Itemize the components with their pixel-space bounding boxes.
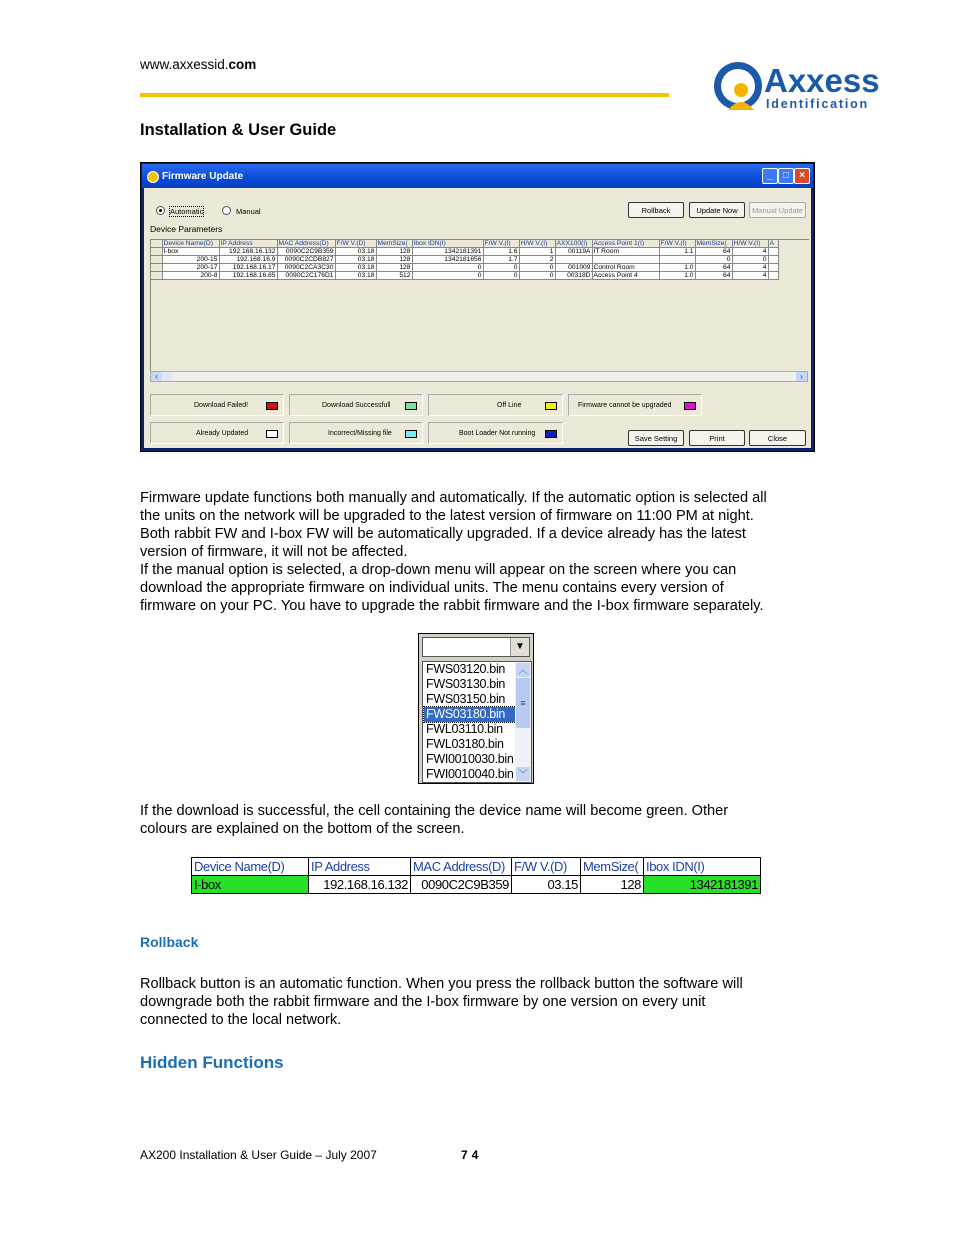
grid-cell[interactable]: 1342181656 — [412, 256, 483, 264]
grid-cell[interactable]: I-box — [162, 248, 219, 256]
header-url — [140, 57, 256, 72]
grid-cell[interactable]: Access Point 4 — [592, 272, 659, 280]
window-titlebar[interactable] — [142, 164, 813, 188]
grid-cell[interactable]: 03.18 — [335, 264, 376, 272]
grid-cell[interactable]: 1 — [519, 248, 555, 256]
radio-automatic-label: Automatic — [170, 207, 204, 216]
radio-automatic[interactable] — [156, 206, 203, 216]
legend-already-updated — [150, 422, 284, 444]
window-client — [144, 188, 811, 448]
legend-swatch — [545, 430, 557, 438]
text-line: If the manual option is selected, a drop-down menu will appear on the screen where you can — [140, 562, 737, 578]
table-header-row — [192, 858, 761, 876]
grid-cell[interactable]: 64 — [695, 248, 732, 256]
grid-cell[interactable]: 1342181391 — [412, 248, 483, 256]
minimize-icon[interactable]: _ — [762, 168, 778, 184]
list-item-selected[interactable]: FWS03180.bin — [424, 707, 518, 722]
radio-automatic-dot[interactable] — [156, 206, 165, 215]
list-item[interactable]: FWL03180.bin — [426, 737, 504, 751]
grid-cell[interactable]: 2 — [519, 256, 555, 264]
firmware-update-window — [140, 162, 815, 452]
legend-swatch — [545, 402, 557, 410]
close-icon[interactable]: × — [794, 168, 810, 184]
legend-download-successful — [289, 394, 423, 416]
row-indicator — [151, 264, 162, 272]
scroll-left-icon[interactable]: ‹ — [151, 372, 162, 381]
table-cell: 128 — [581, 876, 644, 894]
grid-cell[interactable]: 128 — [376, 248, 412, 256]
grid-cell[interactable]: 1.7 — [483, 256, 519, 264]
axxess-logo — [712, 54, 892, 118]
grid-cell[interactable]: 0 — [483, 264, 519, 272]
grid-cell[interactable]: 192.168.16.132 — [219, 248, 277, 256]
firmware-list[interactable] — [422, 661, 532, 783]
horizontal-scrollbar[interactable] — [150, 371, 808, 382]
device-name-cell-green: I-box — [192, 876, 309, 894]
legend-cannot-upgrade — [568, 394, 702, 416]
paragraph-firmware-update — [140, 489, 820, 615]
list-item[interactable]: FWI0010040.bin — [426, 767, 514, 781]
grid-cell[interactable]: 0 — [519, 272, 555, 280]
grid-cell[interactable]: 200-8 — [162, 272, 219, 280]
scroll-thumb[interactable] — [162, 372, 172, 381]
table-row[interactable] — [151, 248, 778, 256]
maximize-icon[interactable]: □ — [778, 168, 794, 184]
grid-header-cell[interactable]: A — [768, 240, 778, 248]
logo-mark-icon — [712, 54, 892, 118]
text-line: version of firmware, it will not be affected. — [140, 544, 408, 560]
header-rule — [140, 93, 669, 97]
grid-cell[interactable]: 512 — [376, 272, 412, 280]
page-number: 74 — [461, 1148, 483, 1162]
grid-cell[interactable]: 0 — [483, 272, 519, 280]
grid-cell[interactable]: 0 — [732, 256, 768, 264]
header-cell: IP Address — [309, 858, 411, 876]
grid-cell[interactable]: 192.168.16.17 — [219, 264, 277, 272]
grid-cell[interactable]: 128 — [376, 256, 412, 264]
row-indicator — [151, 256, 162, 264]
app-icon — [147, 171, 159, 183]
firmware-dropdown — [418, 633, 534, 784]
legend-swatch — [266, 430, 278, 438]
grid-cell[interactable] — [659, 256, 695, 264]
table-cell: 0090C2C9B359 — [411, 876, 512, 894]
legend-swatch — [405, 402, 417, 410]
grid-cell[interactable]: 0 — [695, 256, 732, 264]
grid-cell[interactable]: 00119A — [555, 248, 592, 256]
rollback-button[interactable]: Rollback — [628, 202, 684, 218]
grid-cell[interactable]: 128 — [376, 264, 412, 272]
grid-header-cell[interactable]: F/W V.(I) — [659, 240, 695, 248]
grid-cell[interactable] — [768, 264, 778, 272]
list-item[interactable]: FWI0010030.bin — [426, 752, 514, 766]
text-line: firmware on your PC. You have to upgrade the rabbit firmware and the I-box firmware separately. — [140, 598, 764, 614]
grid-cell[interactable]: Control Room — [592, 264, 659, 272]
grid-cell[interactable]: 03.18 — [335, 248, 376, 256]
scroll-down-icon[interactable]: ﹀ — [516, 767, 530, 781]
grid-cell[interactable]: 03.18 — [335, 272, 376, 280]
grid-cell[interactable]: 0090C2C9B359 — [277, 248, 335, 256]
table-row[interactable] — [151, 264, 778, 272]
paragraph-rollback — [140, 975, 820, 1029]
header-cell: MAC Address(D) — [411, 858, 512, 876]
text-line: downgrade both the rabbit firmware and the I-box firmware by one version on every unit — [140, 994, 706, 1010]
grid-header-cell[interactable]: H/W V.(I) — [732, 240, 768, 248]
grid-cell[interactable]: 64 — [695, 272, 732, 280]
scroll-thumb[interactable]: ≡ — [516, 678, 530, 728]
grid-cell[interactable]: 001009 — [555, 264, 592, 272]
logo-name: Axxess — [764, 62, 880, 99]
text-line: download the appropriate firmware on individual units. The menu contains every version of — [140, 580, 724, 596]
window-title: Firmware Update — [162, 171, 244, 182]
grid-header-cell[interactable]: MAC Address(D) — [277, 240, 335, 248]
rollback-heading: Rollback — [140, 934, 199, 950]
chevron-down-icon[interactable]: ▼ — [510, 638, 529, 656]
grid-cell[interactable] — [555, 256, 592, 264]
legend-swatch — [684, 402, 696, 410]
table-row[interactable] — [151, 272, 778, 280]
radio-manual[interactable] — [222, 206, 261, 216]
header-cell: MemSize( — [581, 858, 644, 876]
grid-cell[interactable]: 1.0 — [659, 264, 695, 272]
grid-header-cell[interactable]: Device Name(D) — [162, 240, 219, 248]
row-indicator — [151, 272, 162, 280]
legend-label: Off Line — [497, 402, 522, 409]
grid-cell[interactable]: 192.168.16.9 — [219, 256, 277, 264]
text-line: Rollback button is an automatic function. When you press the rollback button the software will — [140, 976, 743, 992]
text-line: Firmware update functions both manually and automatically. If the automatic option is selected all — [140, 490, 767, 506]
legend-off-line — [428, 394, 563, 416]
legend-label: Download Failed! — [194, 402, 249, 409]
list-item[interactable]: FWL03110.bin — [426, 722, 503, 736]
radio-manual-dot[interactable] — [222, 206, 231, 215]
example-table — [191, 857, 761, 894]
legend-label: Already Updated — [196, 430, 249, 437]
grid-cell[interactable]: 200-17 — [162, 264, 219, 272]
legend-label: Incorrect/Missing file — [328, 430, 392, 437]
green-row-example — [191, 857, 761, 894]
legend-label: Firmware cannot be upgraded — [578, 402, 672, 409]
grid-header-cell[interactable]: H/W V.(I) — [519, 240, 555, 248]
grid-header-cell[interactable]: Ibox IDN(I) — [412, 240, 483, 248]
grid-cell[interactable]: 0090C2CDB827 — [277, 256, 335, 264]
radio-manual-label: Manual — [236, 207, 261, 216]
text-line: colours are explained on the bottom of the screen. — [140, 821, 465, 837]
grid-cell[interactable]: 1.0 — [659, 272, 695, 280]
row-indicator — [151, 248, 162, 256]
grid-cell[interactable]: 64 — [695, 264, 732, 272]
device-grid — [150, 239, 809, 373]
firmware-select[interactable] — [422, 637, 530, 657]
text-line: Both rabbit FW and I-box FW will be automatically upgraded. If a device already has the latest — [140, 526, 746, 542]
legend-label: Boot Loader Not running — [459, 430, 536, 437]
table-cell: 03.15 — [512, 876, 581, 894]
grid-cell[interactable]: 00318D — [555, 272, 592, 280]
table-row — [192, 876, 761, 894]
grid-cell[interactable]: 0 — [412, 272, 483, 280]
footer-text: AX200 Installation & User Guide – July 2007 — [140, 1148, 377, 1162]
grid-header-cell[interactable]: F/W V.(I) — [483, 240, 519, 248]
grid-cell[interactable] — [768, 256, 778, 264]
scroll-up-icon[interactable]: ︿ — [516, 663, 530, 677]
page-title: Installation & User Guide — [140, 121, 337, 139]
header-cell: F/W V.(D) — [512, 858, 581, 876]
update-now-button[interactable]: Update Now — [689, 202, 745, 218]
grid-cell[interactable] — [768, 248, 778, 256]
grid-cell[interactable]: 4 — [732, 272, 768, 280]
hidden-functions-heading: Hidden Functions — [140, 1053, 284, 1072]
grid-corner — [151, 240, 162, 248]
grid-cell[interactable] — [592, 256, 659, 264]
table-cell-green: 1342181391 — [644, 876, 761, 894]
grid-cell[interactable]: 0090C2CA3C30 — [277, 264, 335, 272]
logo-sub: Identification — [766, 97, 869, 111]
grid-header-cell[interactable]: IP Address — [219, 240, 277, 248]
grid-cell[interactable]: 4 — [732, 248, 768, 256]
text-line: the units on the network will be upgraded to the latest version of firmware on 11:00 PM at night. — [140, 508, 754, 524]
grid-cell[interactable]: 200-15 — [162, 256, 219, 264]
grid-header-row — [151, 240, 778, 248]
legend-swatch — [266, 402, 278, 410]
legend-swatch — [405, 430, 417, 438]
list-item[interactable]: FWS03120.bin — [426, 662, 506, 676]
grid-cell[interactable]: 0090C2C176D1 — [277, 272, 335, 280]
vertical-scrollbar[interactable] — [515, 662, 531, 782]
url-suffix: com — [228, 57, 257, 72]
legend-download-failed — [150, 394, 284, 416]
grid-header-cell[interactable]: MemSize( — [695, 240, 732, 248]
print-button[interactable]: Print — [689, 430, 745, 446]
grid-cell[interactable] — [768, 272, 778, 280]
manual-update-button[interactable]: Manual Update — [749, 202, 806, 218]
device-table — [151, 240, 779, 280]
header-cell: Ibox IDN(I) — [644, 858, 761, 876]
url-prefix: www.axxessid. — [140, 57, 229, 72]
legend-incorrect-file — [289, 422, 423, 444]
header-cell: Device Name(D) — [192, 858, 309, 876]
grid-cell[interactable]: 192.168.16.85 — [219, 272, 277, 280]
table-row[interactable] — [151, 256, 778, 264]
grid-cell[interactable]: IT Room — [592, 248, 659, 256]
grid-header-cell[interactable]: Access Point 1(I) — [592, 240, 659, 248]
grid-cell[interactable]: 0 — [412, 264, 483, 272]
grid-header-cell[interactable]: F/W V.(D) — [335, 240, 376, 248]
table-cell: 192.168.16.132 — [309, 876, 411, 894]
grid-header-cell[interactable]: AXX100(I) — [555, 240, 592, 248]
text-line: If the download is successful, the cell containing the device name will become green. Other — [140, 803, 729, 819]
paragraph-download-success — [140, 802, 820, 838]
grid-cell[interactable]: 1.1 — [659, 248, 695, 256]
save-setting-button[interactable]: Save Setting — [628, 430, 684, 446]
scroll-right-icon[interactable]: › — [796, 372, 807, 381]
list-item[interactable]: FWS03150.bin — [426, 692, 506, 706]
list-item[interactable]: FWS03130.bin — [426, 677, 506, 691]
grid-cell[interactable]: 0 — [519, 264, 555, 272]
legend-label: Download Successfull — [322, 402, 391, 409]
text-line: connected to the local network. — [140, 1012, 342, 1028]
grid-cell[interactable]: 03.18 — [335, 256, 376, 264]
grid-cell[interactable]: 1.6 — [483, 248, 519, 256]
close-button[interactable]: Close — [749, 430, 806, 446]
legend-boot-loader — [428, 422, 563, 444]
device-parameters-label: Device Parameters — [150, 224, 223, 234]
grid-header-cell[interactable]: MemSize( — [376, 240, 412, 248]
grid-cell[interactable]: 4 — [732, 264, 768, 272]
